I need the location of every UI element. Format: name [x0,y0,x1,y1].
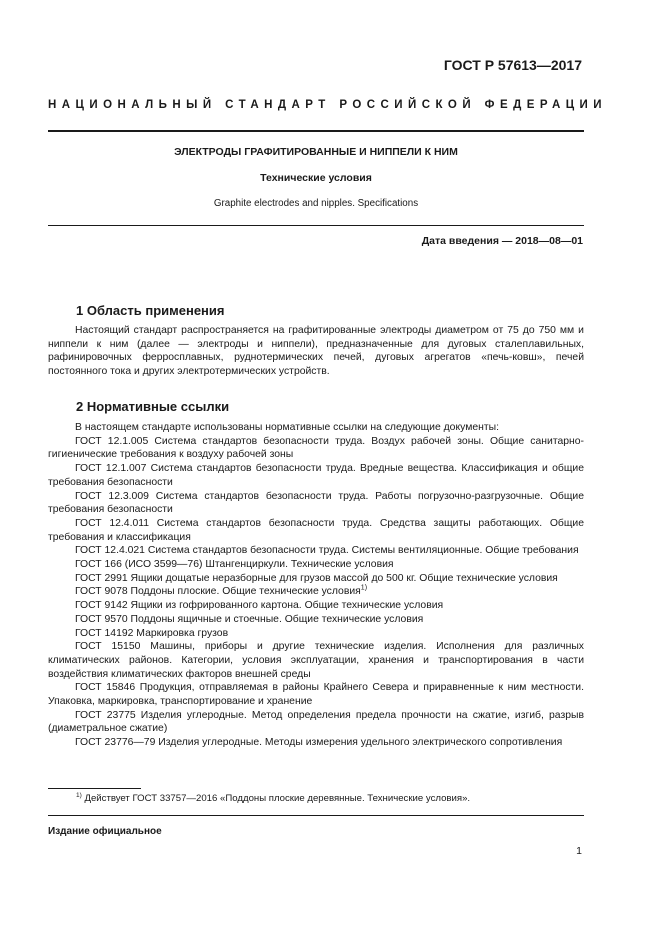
reference-item: ГОСТ 15150 Машины, приборы и другие технические изделия. Исполнения для различных климатических районов. Категории, условия эксплуатации, хранения и транспортирования в части воздействия климатических факторов внешней среды [48,641,584,680]
reference-item: ГОСТ 23776—79 Изделия углеродные. Методы измерения удельного электрического сопротивления [75,737,563,749]
reference-item: ГОСТ 166 (ИСО 3599—76) Штангенциркули. Технические условия [75,559,394,571]
footnote [76,793,470,804]
page-number: 1 [576,845,582,857]
section-2-intro: В настоящем стандарте использованы нормативные ссылки на следующие документы: [75,422,499,433]
reference-item: ГОСТ 12.1.005 Система стандартов безопасности труда. Воздух рабочей зоны. Общие санитарно-гигиенические требования к воздуху рабочей зоны [48,435,584,461]
footer-rule [48,815,584,816]
english-title: Graphite electrodes and nipples. Specifications [213,198,419,209]
reference-item: ГОСТ 12.1.007 Система стандартов безопасности труда. Вредные вещества. Классификация и общие требования безопасности [48,463,584,488]
reference-item: ГОСТ 9142 Ящики из гофрированного картона. Общие технические условия [75,600,444,612]
gost-code: ГОСТ Р 57613—2017 [443,57,582,73]
reference-item: ГОСТ 14192 Маркировка грузов [75,627,229,639]
reference-item-text: ГОСТ 9078 Поддоны плоские. Общие технические условия [75,586,361,598]
reference-item: ГОСТ 15846 Продукция, отправляемая в районы Крайнего Севера и приравненные к ним местности. Упаковка, маркировка, транспортирование и хранение [48,682,584,708]
footnote-text: Действует ГОСТ 33757—2016 «Поддоны плоские деревянные. Технические условия». [84,793,471,804]
reference-item: ГОСТ 9570 Поддоны ящичные и стоечные. Общие технические условия [75,613,424,625]
section-2-body [48,421,584,750]
section-1-heading: 1 Область применения [76,303,225,318]
reference-item-with-footnote [48,585,584,599]
document-title: ЭЛЕКТРОДЫ ГРАФИТИРОВАННЫЕ И НИППЕЛИ К НИМ [174,146,458,158]
reference-item: ГОСТ 12.3.009 Система стандартов безопасности труда. Работы погрузочно-разгрузочные. Общие требования безопасности [48,490,584,516]
footnote-rule [48,788,141,789]
reference-item: ГОСТ 12.4.021 Система стандартов безопасности труда. Системы вентиляционные. Общие требования [75,545,579,557]
reference-item: ГОСТ 23775 Изделия углеродные. Метод определения предела прочности на сжатие, изгиб, разрыв (диаметральное сжатие) [48,709,584,735]
national-standard-banner: НАЦИОНАЛЬНЫЙ СТАНДАРТ РОССИЙСКОЙ ФЕДЕРАЦИИ [48,99,607,111]
official-edition-label: Издание официальное [48,826,162,837]
footnote-mark: 1) [76,791,82,799]
introduction-date: Дата введения — 2018—08—01 [421,235,583,247]
header-rule [48,130,584,132]
document-subtitle: Технические условия [260,172,372,184]
footnote-marker: 1) [360,584,368,592]
section-1-body [48,324,584,379]
reference-item: ГОСТ 12.4.011 Система стандартов безопасности труда. Средства защиты работающих. Общие требования и классификация [48,517,584,543]
section-2-heading: 2 Нормативные ссылки [76,399,230,414]
reference-item: ГОСТ 2991 Ящики дощатые неразборные для грузов массой до 500 кг. Общие технические условия [75,572,558,584]
title-rule [48,225,584,226]
section-1-paragraph: Настоящий стандарт распространяется на графитированные электроды диаметром от 75 до 750 мм и ниппели к ним (далее — электроды и ниппели), предназначенные для дуговых сталеплавильных, рафинировочных ферросплавных, руднотермических печей, дуговых агрегатов «печь-ковш», печей постоянного тока и других электротермических устройств. [48,325,584,378]
